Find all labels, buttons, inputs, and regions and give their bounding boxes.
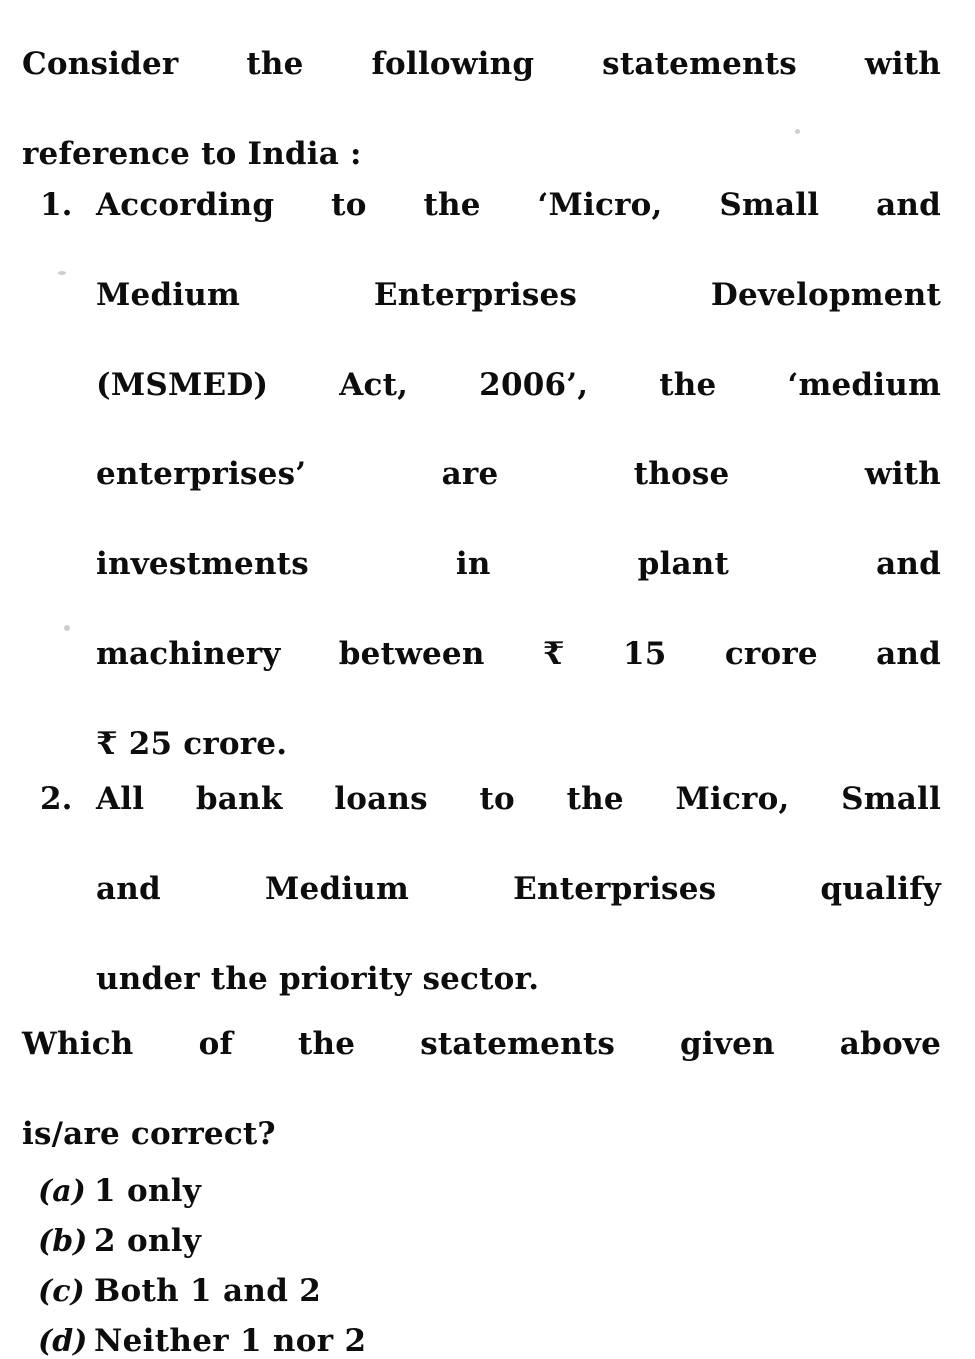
option-label: (c) [38,1273,85,1309]
scan-speck [795,129,800,134]
question-line-1: Which of the statements given above [22,1025,941,1062]
question-prompt [22,1022,941,1157]
option-text: 2 only [94,1222,202,1259]
statement-line: Medium Enterprises Development [96,276,941,313]
option-label: (d) [38,1323,88,1359]
option-label: (a) [38,1173,86,1209]
scan-speck [58,271,66,275]
statement-line: under the priority sector. [96,960,540,997]
option-text: 1 only [94,1172,202,1209]
option-text: Neither 1 nor 2 [94,1322,367,1359]
statement-text [96,777,941,1002]
statement-number: 1. [40,186,73,223]
option-text: Both 1 and 2 [94,1272,322,1309]
option-c[interactable] [22,1273,941,1309]
statement-line: enterprises’ are those with [96,456,941,493]
option-b[interactable] [22,1223,941,1259]
statement-item [22,183,941,767]
statement-line: According to the ‘Micro, Small and [96,186,941,223]
statement-line: and Medium Enterprises qualify [96,870,941,907]
answer-options [22,1173,941,1359]
statement-line: (MSMED) Act, 2006’, the ‘medium [96,366,941,403]
option-label: (b) [38,1223,88,1259]
statement-text [96,183,941,767]
option-d[interactable] [22,1323,941,1359]
question-line-2: is/are correct? [22,1115,276,1152]
statement-line: investments in plant and [96,546,941,583]
question-stem [22,42,941,177]
option-a[interactable] [22,1173,941,1209]
stem-line-1: Consider the following statements with [22,46,941,82]
stem-line-2: reference to India : [22,135,362,172]
statement-line: All bank loans to the Micro, Small [96,781,941,817]
scan-speck [64,625,70,631]
statement-number: 2. [40,781,73,817]
statement-line: machinery between ₹ 15 crore and [96,636,941,673]
statement-list [22,183,941,1002]
statement-line: ₹ 25 crore. [96,726,288,763]
statement-item [22,777,941,1002]
